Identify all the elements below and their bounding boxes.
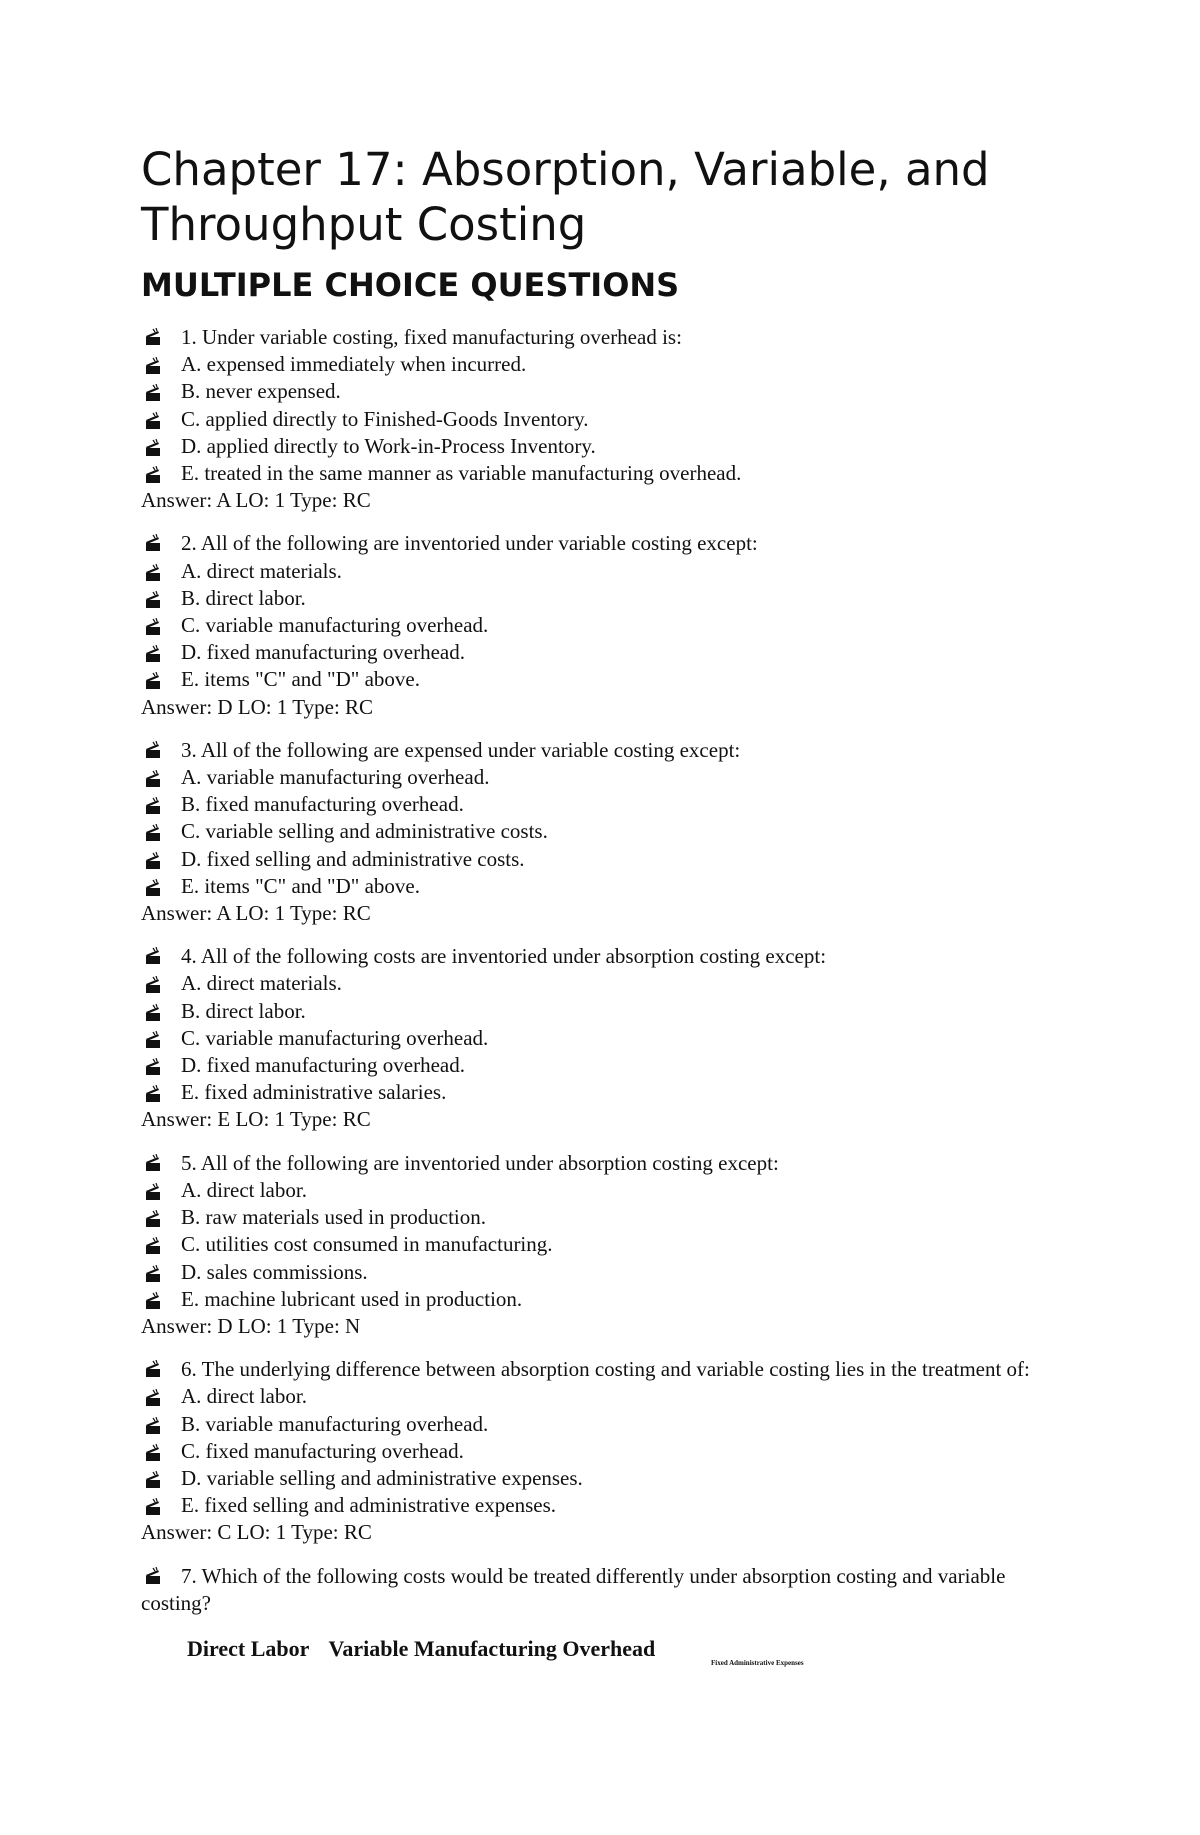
answer-option-text: B. fixed manufacturing overhead. — [181, 792, 464, 817]
question-stem — [141, 1561, 1041, 1617]
writing-hand-icon — [145, 589, 163, 607]
answer-option-text: B. never expensed. — [181, 379, 341, 404]
section-heading: MULTIPLE CHOICE QUESTIONS — [141, 266, 680, 304]
answer-option — [141, 1259, 1041, 1286]
writing-hand-icon — [145, 1496, 163, 1514]
writing-hand-icon — [145, 768, 163, 786]
answer-option — [141, 433, 1041, 460]
answer-option — [141, 998, 1041, 1025]
writing-hand-icon — [145, 1208, 163, 1226]
answer-key: Answer: A LO: 1 Type: RC — [141, 488, 371, 513]
answer-option — [141, 1177, 1041, 1204]
answer-option — [141, 666, 1041, 693]
question-stem-text: 2. All of the following are inventoried under variable costing except: — [181, 531, 758, 556]
answer-key: Answer: D LO: 1 Type: N — [141, 1313, 361, 1338]
answer-option — [141, 873, 1041, 900]
answer-option — [141, 639, 1041, 666]
q7-column-headers — [187, 1636, 669, 1662]
question-stem — [141, 735, 1041, 764]
answer-option — [141, 1383, 1041, 1410]
writing-hand-icon — [145, 1415, 163, 1433]
answer-option-text: C. variable selling and administrative costs. — [181, 819, 548, 844]
question-block — [141, 528, 1041, 720]
answer-option-text: B. direct labor. — [181, 998, 306, 1023]
writing-hand-icon — [145, 326, 163, 344]
answer-option-text: C. variable manufacturing overhead. — [181, 1025, 489, 1050]
writing-hand-icon — [145, 1442, 163, 1460]
writing-hand-icon — [145, 974, 163, 992]
answer-option — [141, 846, 1041, 873]
answer-option — [141, 1079, 1041, 1106]
answer-option — [141, 1204, 1041, 1231]
writing-hand-icon — [145, 795, 163, 813]
writing-hand-icon — [145, 1002, 163, 1020]
answer-key: Answer: C LO: 1 Type: RC — [141, 1520, 372, 1545]
writing-hand-icon — [145, 1565, 163, 1583]
writing-hand-icon — [145, 1029, 163, 1047]
answer-option-text: A. direct materials. — [181, 558, 342, 583]
answer-option-text: D. fixed manufacturing overhead. — [181, 1053, 465, 1078]
answer-option-text: D. sales commissions. — [181, 1259, 368, 1284]
answer-option-text: C. variable manufacturing overhead. — [181, 613, 489, 638]
answer-option-text: E. fixed selling and administrative expenses. — [181, 1493, 556, 1518]
answer-option-text: D. fixed selling and administrative costs. — [181, 846, 525, 871]
answer-option-text: A. expensed immediately when incurred. — [181, 352, 527, 377]
question-stem-text: 4. All of the following costs are inventoried under absorption costing except: — [181, 944, 827, 969]
writing-hand-icon — [145, 382, 163, 400]
question-block — [141, 1354, 1041, 1546]
answer-option-text: E. items "C" and "D" above. — [181, 873, 420, 898]
question-list — [141, 322, 1041, 1631]
answer-option-text: C. utilities cost consumed in manufacturing. — [181, 1232, 553, 1257]
answer-option — [141, 791, 1041, 818]
writing-hand-icon — [145, 355, 163, 373]
answer-option-text: A. direct materials. — [181, 971, 342, 996]
question-stem-text: 6. The underlying difference between absorption costing and variable costing lies in the treatment of: — [181, 1357, 1030, 1382]
writing-hand-icon — [145, 1290, 163, 1308]
answer-option — [141, 1411, 1041, 1438]
writing-hand-icon — [145, 464, 163, 482]
question-stem — [141, 941, 1041, 970]
question-stem — [141, 1148, 1041, 1177]
question-block — [141, 1148, 1041, 1340]
answer-option — [141, 1438, 1041, 1465]
question-stem — [141, 528, 1041, 557]
answer-option-text: C. fixed manufacturing overhead. — [181, 1438, 464, 1463]
answer-option-text: A. direct labor. — [181, 1177, 307, 1202]
answer-option — [141, 1052, 1041, 1079]
question-stem — [141, 322, 1041, 351]
writing-hand-icon — [145, 1358, 163, 1376]
writing-hand-icon — [145, 850, 163, 868]
answer-option — [141, 612, 1041, 639]
answer-option — [141, 764, 1041, 791]
answer-option-text: E. items "C" and "D" above. — [181, 667, 420, 692]
answer-option — [141, 1465, 1041, 1492]
question-block — [141, 941, 1041, 1133]
answer-option — [141, 558, 1041, 585]
answer-option — [141, 1025, 1041, 1052]
writing-hand-icon — [145, 1469, 163, 1487]
answer-key: Answer: D LO: 1 Type: RC — [141, 694, 374, 719]
answer-option — [141, 585, 1041, 612]
writing-hand-icon — [145, 670, 163, 688]
answer-key: Answer: A LO: 1 Type: RC — [141, 901, 371, 926]
question-stem-text: 7. Which of the following costs would be treated differently under absorption costing and variable costing? — [141, 1563, 1006, 1615]
answer-option-text: D. variable selling and administrative expenses. — [181, 1465, 583, 1490]
answer-option — [141, 970, 1041, 997]
answer-option — [141, 1231, 1041, 1258]
answer-option-text: B. raw materials used in production. — [181, 1205, 487, 1230]
writing-hand-icon — [145, 822, 163, 840]
writing-hand-icon — [145, 1235, 163, 1253]
writing-hand-icon — [145, 616, 163, 634]
answer-option-text: C. applied directly to Finished-Goods Inventory. — [181, 406, 589, 431]
writing-hand-icon — [145, 877, 163, 895]
writing-hand-icon — [145, 1083, 163, 1101]
question-block — [141, 735, 1041, 927]
question-block — [141, 1561, 1041, 1617]
question-block — [141, 322, 1041, 514]
answer-option-text: A. direct labor. — [181, 1384, 307, 1409]
answer-option — [141, 406, 1041, 433]
answer-option — [141, 378, 1041, 405]
column-variable-overhead: Variable Manufacturing Overhead — [328, 1636, 656, 1661]
answer-option — [141, 1492, 1041, 1519]
column-direct-labor: Direct Labor — [187, 1636, 310, 1661]
answer-option-text: B. direct labor. — [181, 585, 306, 610]
answer-option-text: A. variable manufacturing overhead. — [181, 765, 490, 790]
answer-key: Answer: E LO: 1 Type: RC — [141, 1107, 371, 1132]
answer-option-text: E. treated in the same manner as variable manufacturing overhead. — [181, 461, 742, 486]
writing-hand-icon — [145, 562, 163, 580]
question-stem — [141, 1354, 1041, 1383]
answer-option-text: E. machine lubricant used in production. — [181, 1286, 523, 1311]
question-stem-text: 5. All of the following are inventoried under absorption costing except: — [181, 1150, 779, 1175]
answer-option — [141, 818, 1041, 845]
answer-option — [141, 351, 1041, 378]
writing-hand-icon — [145, 1387, 163, 1405]
answer-option — [141, 1286, 1041, 1313]
writing-hand-icon — [145, 1152, 163, 1170]
answer-option — [141, 460, 1041, 487]
answer-option-text: E. fixed administrative salaries. — [181, 1080, 447, 1105]
writing-hand-icon — [145, 1056, 163, 1074]
writing-hand-icon — [145, 532, 163, 550]
writing-hand-icon — [145, 945, 163, 963]
writing-hand-icon — [145, 410, 163, 428]
column-fixed-admin-expenses: Fixed Administrative Expenses — [711, 1659, 804, 1667]
question-stem-text: 3. All of the following are expensed under variable costing except: — [181, 737, 741, 762]
writing-hand-icon — [145, 1181, 163, 1199]
chapter-title: Chapter 17: Absorption, Variable, and Throughput Costing — [141, 143, 990, 251]
writing-hand-icon — [145, 643, 163, 661]
answer-option-text: B. variable manufacturing overhead. — [181, 1411, 489, 1436]
question-stem-text: 1. Under variable costing, fixed manufacturing overhead is: — [181, 325, 682, 349]
writing-hand-icon — [145, 739, 163, 757]
answer-option-text: D. applied directly to Work-in-Process Inventory. — [181, 433, 596, 458]
writing-hand-icon — [145, 1263, 163, 1281]
answer-option-text: D. fixed manufacturing overhead. — [181, 640, 465, 665]
writing-hand-icon — [145, 437, 163, 455]
